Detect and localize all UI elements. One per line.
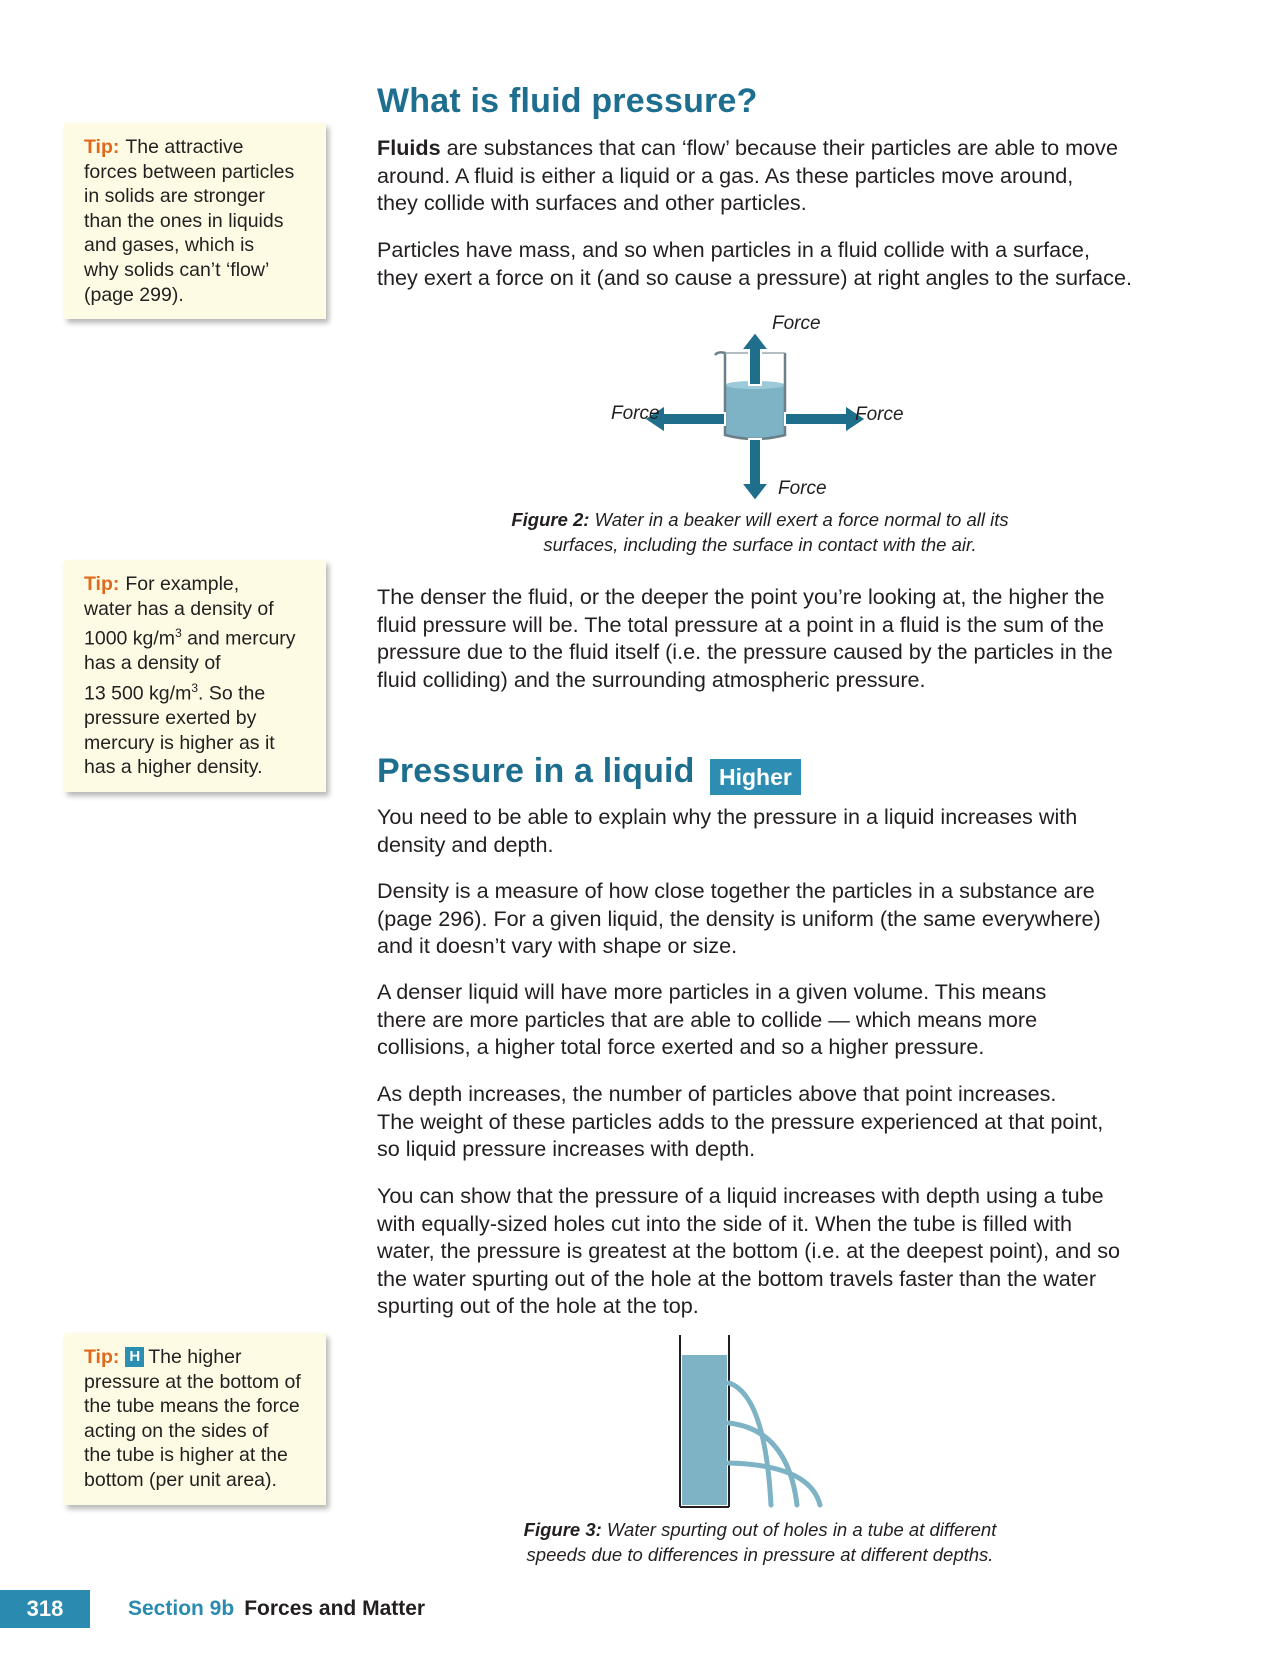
footer-section-number: Section 9b bbox=[128, 1597, 235, 1620]
superscript: 3 bbox=[191, 680, 199, 695]
tip-text: acting on the sides of bbox=[84, 1419, 269, 1442]
text-line: Particles have mass, and so when particles in a fluid collide with a surface, bbox=[377, 237, 1090, 262]
text-line: (page 296). For a given liquid, the density is uniform (the same everywhere) bbox=[377, 905, 1101, 931]
tube-water bbox=[682, 1355, 727, 1505]
text-line: fluid colliding) and the surrounding atmospheric pressure. bbox=[377, 666, 926, 692]
tip-text: in solids are stronger bbox=[84, 185, 266, 208]
higher-tier-badge: Higher bbox=[710, 759, 801, 795]
text-line: they collide with surfaces and other particles. bbox=[377, 190, 807, 215]
section-heading-fluid-pressure: What is fluid pressure? bbox=[377, 82, 758, 120]
tip-box-tube-force bbox=[64, 1333, 326, 1505]
caption-text: speeds due to differences in pressure at different depths. bbox=[526, 1544, 994, 1565]
text-line: You need to be able to explain why the pressure in a liquid increases with bbox=[377, 804, 1078, 829]
text-line: collisions, a higher total force exerted and so a higher pressure. bbox=[377, 1034, 985, 1059]
arrow-up bbox=[741, 332, 769, 385]
paragraph-explain-pressure bbox=[377, 803, 1157, 858]
text-line: fluid pressure will be. The total pressure at a point in a fluid is the sum of the bbox=[377, 611, 1104, 637]
text-line: around. A fluid is either a liquid or a gas. As these particles move around, bbox=[377, 162, 1074, 188]
paragraph-denser-liquid bbox=[377, 978, 1157, 1061]
force-label-top: Force bbox=[772, 313, 821, 334]
text-line: spurting out of the hole at the top. bbox=[377, 1293, 699, 1318]
paragraph-depth-increases bbox=[377, 1080, 1157, 1163]
tip-text: the tube is higher at the bbox=[84, 1444, 288, 1467]
tip-text: has a density of bbox=[84, 652, 221, 675]
tip-text: The attractive bbox=[125, 136, 244, 158]
figure-3-caption bbox=[460, 1517, 1060, 1567]
text-line: and it doesn’t vary with shape or size. bbox=[377, 933, 738, 958]
text-line: Density is a measure of how close together the particles in a substance are bbox=[377, 878, 1095, 903]
paragraph-denser-fluid bbox=[377, 583, 1157, 693]
text-line: The denser the fluid, or the deeper the point you’re looking at, the higher the bbox=[377, 584, 1105, 609]
water-jets bbox=[729, 1383, 820, 1505]
tip-text: why solids can’t ‘flow’ bbox=[84, 258, 270, 281]
text-line: The weight of these particles adds to the pressure experienced at that point, bbox=[377, 1108, 1104, 1134]
tip-text: (page 299). bbox=[84, 283, 184, 306]
tip-text: and mercury bbox=[181, 627, 296, 650]
water-jet-bottom bbox=[729, 1463, 820, 1505]
tip-text: water has a density of bbox=[84, 597, 274, 620]
text-line: density and depth. bbox=[377, 831, 554, 857]
tip-text: For example, bbox=[125, 573, 240, 595]
footer-section bbox=[128, 1590, 425, 1628]
tip-text: and gases, which is bbox=[84, 234, 255, 257]
tip-label: Tip: bbox=[84, 136, 120, 158]
tip-box-attractive-forces bbox=[64, 123, 326, 319]
tip-text: . So the bbox=[198, 682, 266, 705]
tip-text: 13 500 kg/m bbox=[84, 682, 192, 705]
tip-label: Tip: bbox=[84, 573, 120, 595]
paragraph-density-definition bbox=[377, 877, 1157, 960]
paragraph-tube-experiment bbox=[377, 1182, 1157, 1320]
section-heading-pressure-in-liquid: Pressure in a liquid bbox=[377, 752, 695, 790]
page-number: 318 bbox=[0, 1590, 90, 1628]
tip-text: pressure at the bottom of bbox=[84, 1370, 301, 1393]
arrow-right bbox=[785, 405, 866, 433]
text-line: A denser liquid will have more particles in a given volume. This means bbox=[377, 979, 1047, 1004]
force-label-right: Force bbox=[855, 404, 904, 425]
paragraph-particles-force bbox=[377, 236, 1157, 291]
text-line: As depth increases, the number of particles above that point increases. bbox=[377, 1081, 1057, 1106]
tip-label: Tip: bbox=[84, 1346, 120, 1368]
figure-2-caption bbox=[470, 507, 1050, 557]
text-line: are substances that can ‘flow’ because their particles are able to move bbox=[440, 135, 1118, 160]
paragraph-fluids-definition bbox=[377, 134, 1157, 217]
text-line: so liquid pressure increases with depth. bbox=[377, 1136, 756, 1161]
text-line: with equally-sized holes cut into the side of it. When the tube is filled with bbox=[377, 1210, 1072, 1236]
text-line: the water spurting out of the hole at the bottom travels faster than the water bbox=[377, 1265, 1097, 1291]
water-jet-top bbox=[729, 1383, 771, 1505]
tip-text: bottom (per unit area). bbox=[84, 1468, 277, 1491]
superscript: 3 bbox=[175, 626, 182, 641]
beaker-water bbox=[725, 385, 785, 438]
tip-text: pressure exerted by bbox=[84, 706, 257, 729]
text-line: water, the pressure is greatest at the bottom (i.e. at the deepest point), and so bbox=[377, 1238, 1121, 1263]
text-line: they exert a force on it (and so cause a pressure) at right angles to the surface. bbox=[377, 264, 1132, 290]
footer-section-title: Forces and Matter bbox=[244, 1597, 426, 1620]
tip-text: the tube means the force bbox=[84, 1395, 300, 1418]
tip-text: 1000 kg/m bbox=[84, 627, 176, 650]
caption-label: Figure 3: bbox=[523, 1519, 602, 1540]
text-line: pressure due to the fluid itself (i.e. the pressure caused by the particles in the bbox=[377, 639, 1113, 664]
tip-text: The higher bbox=[148, 1346, 242, 1368]
caption-label: Figure 2: bbox=[511, 509, 590, 530]
tip-text: has a higher density. bbox=[84, 756, 263, 779]
force-label-left: Force bbox=[611, 403, 660, 424]
caption-text: Water in a beaker will exert a force normal to all its bbox=[589, 509, 1009, 530]
force-label-bottom: Force bbox=[778, 478, 827, 499]
higher-tier-badge: H bbox=[125, 1347, 144, 1367]
arrow-down bbox=[741, 439, 769, 501]
caption-text: Water spurting out of holes in a tube at different bbox=[601, 1519, 997, 1540]
tip-text: than the ones in liquids bbox=[84, 209, 284, 232]
bold-term: Fluids bbox=[377, 135, 441, 160]
figure-tube-spurting-water bbox=[670, 1335, 830, 1510]
tip-box-density-example bbox=[64, 560, 326, 792]
text-line: there are more particles that are able to collide — which means more bbox=[377, 1006, 1038, 1032]
tip-text: mercury is higher as it bbox=[84, 731, 275, 754]
caption-text: surfaces, including the surface in contact with the air. bbox=[543, 534, 977, 555]
tip-text: forces between particles bbox=[84, 160, 295, 183]
text-line: You can show that the pressure of a liquid increases with depth using a tube bbox=[377, 1183, 1104, 1208]
